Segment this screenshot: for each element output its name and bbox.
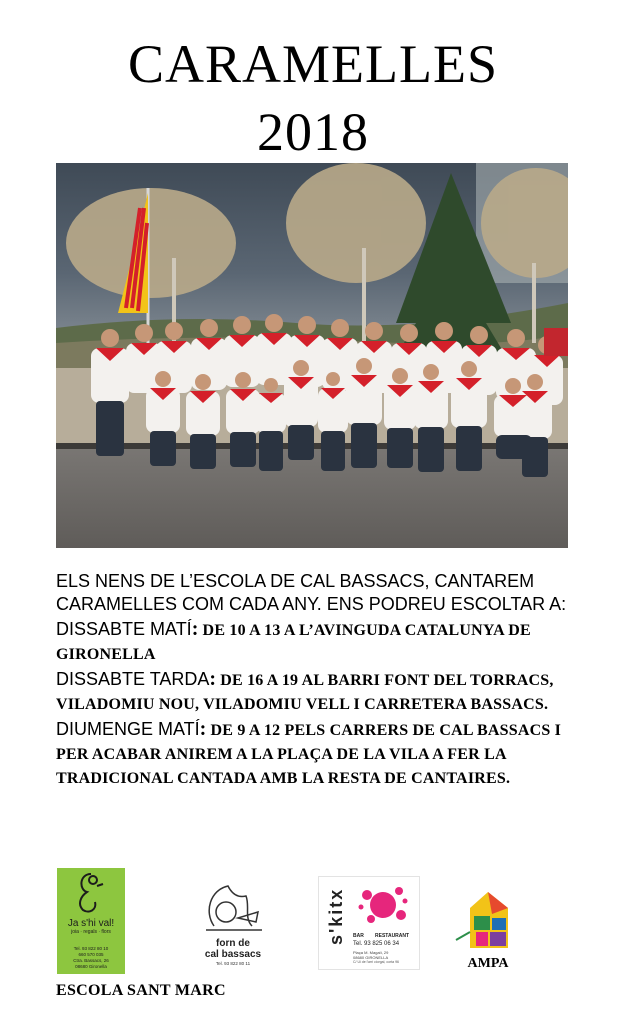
skitx-tel: Tel. 93 825 06 34 — [353, 941, 400, 947]
skitx-note: C/ Ui de l'arri ciorgal, corta 96 — [353, 960, 399, 964]
ampa-logo — [452, 888, 524, 974]
schedule-day: DISSABTE MATÍ — [56, 619, 192, 639]
sponsor-logos — [0, 866, 626, 976]
schedule-day: DISSABTE TARDA — [56, 669, 210, 689]
ampa-label: AMPA — [467, 956, 509, 971]
forn-tel: Tel. 93 822 80 11 — [215, 961, 251, 966]
schedule-detail: DE 10 A 13 A L’AVINGUDA CATALUNYA DE GIRONELLA — [56, 622, 531, 663]
jashival-logo — [57, 868, 125, 974]
schedule-colon: : — [199, 718, 207, 740]
jashival-sub: joia · regals · flors — [71, 929, 111, 935]
jashival-tel2: 660 570 035 — [78, 952, 104, 957]
paint-splash-icon — [353, 881, 413, 931]
skitx-city: 08680 GIRONELLA — [353, 955, 389, 960]
forn-line2: cal bassacs — [204, 949, 262, 960]
jashival-figure-icon — [57, 868, 125, 918]
forn-logo — [192, 882, 274, 972]
schedule-colon: : — [209, 668, 217, 690]
schedule-colon: : — [191, 618, 199, 640]
schedule-detail: DE 9 A 12 PELS CARRERS DE CAL BASSACS I PER ACABAR ANIREM A LA PLAÇA DE LA VILA A FER LA TRADICIONAL CANTADA AMB LA RESTA DE CANTAIRES. — [56, 722, 562, 787]
jashival-name: Ja s'hi val! — [67, 918, 115, 929]
skitx-restaurant: RESTAURANT — [375, 933, 410, 939]
announcement-text — [56, 570, 576, 790]
jashival-city: 08680 Gironella — [75, 964, 107, 969]
schedule-saturday-morning — [56, 618, 576, 666]
school-name: ESCOLA SANT MARC — [56, 982, 226, 999]
poster-year: 2018 — [257, 102, 369, 162]
poster-title: CARAMELLES — [127, 34, 499, 94]
intro-paragraph: ELS NENS DE L’ESCOLA DE CAL BASSACS, CANTAREM CARAMELLES COM CADA ANY. ENS PODREU ESCOLTAR A: — [56, 571, 567, 614]
skitx-bar: BAR — [353, 933, 364, 939]
baker-chef-icon — [192, 882, 274, 938]
group-photo — [56, 163, 568, 548]
skitx-address: Plaça M. Magalí, 29 — [353, 950, 389, 955]
jashival-address: Ctra. Bassacs, 26 — [73, 958, 109, 963]
schedule-saturday-afternoon — [56, 668, 576, 716]
skitx-logo — [318, 876, 420, 970]
ampa-house-icon — [452, 888, 524, 952]
jashival-tel: Tel. 93 822 80 10 — [73, 946, 109, 951]
schedule-detail: DE 16 A 19 AL BARRI FONT DEL TORRACS, VILADOMIU NOU, VILADOMIU VELL I CARRETERA BASSACS. — [56, 672, 554, 713]
forn-line1: forn de — [216, 938, 250, 949]
schedule-day: DIUMENGE MATÍ — [56, 719, 200, 739]
schedule-sunday-morning — [56, 718, 576, 790]
skitx-name: s'kitx — [326, 887, 346, 945]
